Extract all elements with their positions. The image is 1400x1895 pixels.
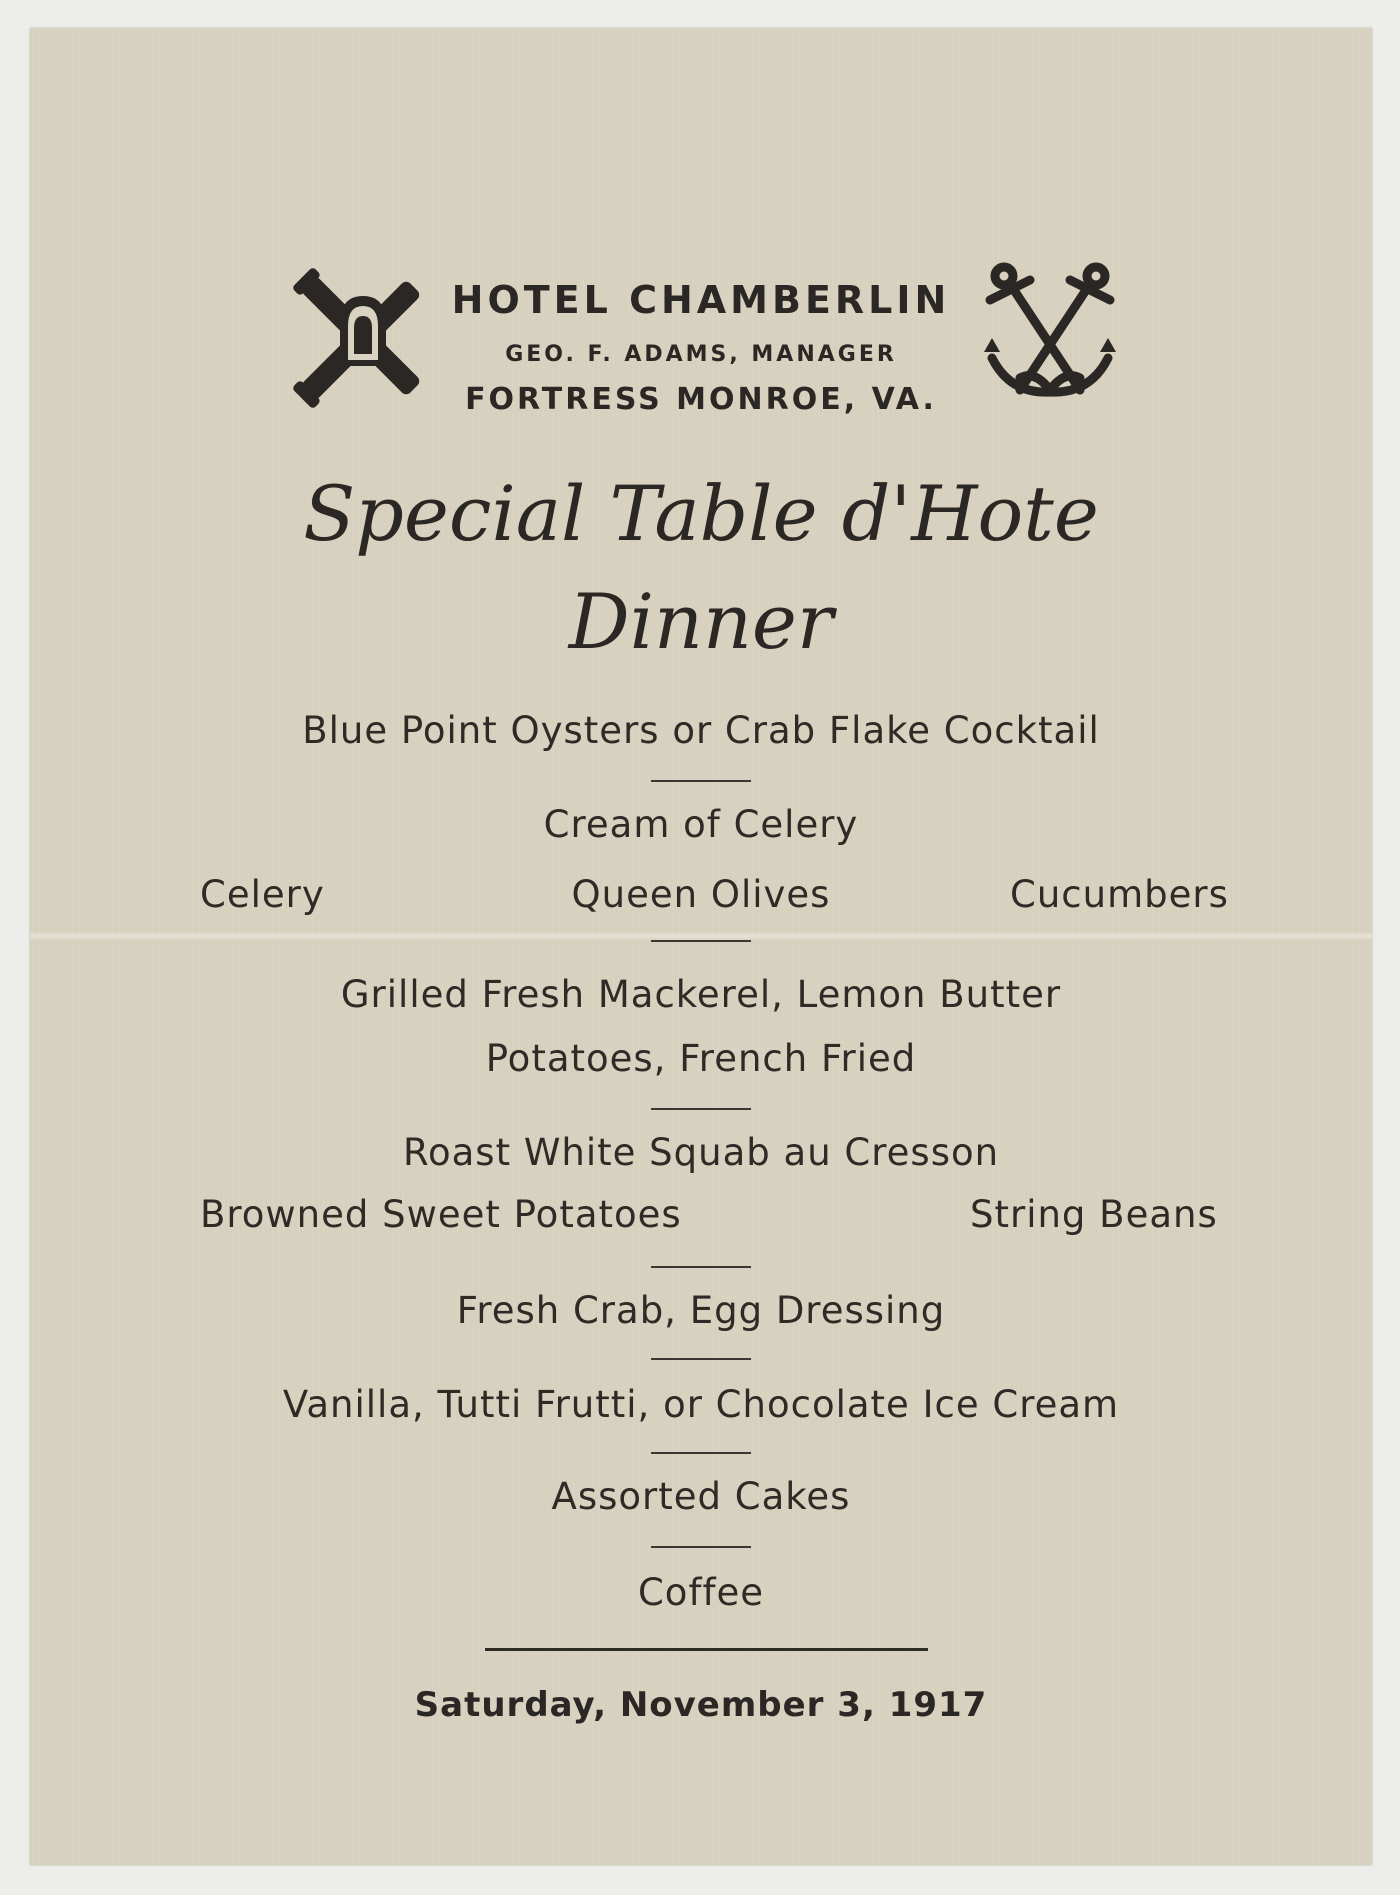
- title-line-1: Special Table d'Hote: [303, 469, 1099, 558]
- menu-salad: Fresh Crab, Egg Dressing: [456, 1289, 946, 1332]
- menu-relish-right: Cucumbers: [1010, 873, 1229, 916]
- menu-entree: Roast White Squab au Cresson: [402, 1131, 1000, 1174]
- menu-date: Saturday, November 3, 1917: [414, 1685, 988, 1725]
- divider: [651, 1108, 751, 1110]
- menu-relish-left: Celery: [200, 873, 325, 916]
- menu-cakes: Assorted Cakes: [551, 1475, 851, 1518]
- menu-card: [30, 28, 1372, 1865]
- menu-relish-center: Queen Olives: [571, 873, 831, 916]
- menu-entree-right: String Beans: [970, 1193, 1218, 1236]
- divider: [651, 1546, 751, 1548]
- divider: [651, 1358, 751, 1360]
- menu-fish-side: Potatoes, French Fried: [485, 1037, 917, 1080]
- closing-rule: [485, 1648, 928, 1651]
- crossed-anchors-icon: [980, 260, 1120, 410]
- menu-dessert: Vanilla, Tutti Frutti, or Chocolate Ice Cream: [282, 1383, 1120, 1426]
- title-line-2: Dinner: [568, 577, 834, 666]
- manager-line: GEO. F. ADAMS, MANAGER: [505, 342, 897, 367]
- menu-appetizer: Blue Point Oysters or Crab Flake Cocktail: [302, 709, 1100, 752]
- menu-entree-left: Browned Sweet Potatoes: [200, 1193, 682, 1236]
- divider: [651, 780, 751, 782]
- menu-fish: Grilled Fresh Mackerel, Lemon Butter: [340, 973, 1062, 1016]
- divider: [651, 1266, 751, 1268]
- divider: [651, 1452, 751, 1454]
- hotel-name: HOTEL CHAMBERLIN: [451, 278, 951, 322]
- menu-coffee: Coffee: [637, 1571, 765, 1614]
- location-line: FORTRESS MONROE, VA.: [465, 382, 937, 417]
- menu-soup: Cream of Celery: [543, 803, 859, 846]
- letterhead: [30, 248, 1372, 448]
- divider: [651, 940, 751, 942]
